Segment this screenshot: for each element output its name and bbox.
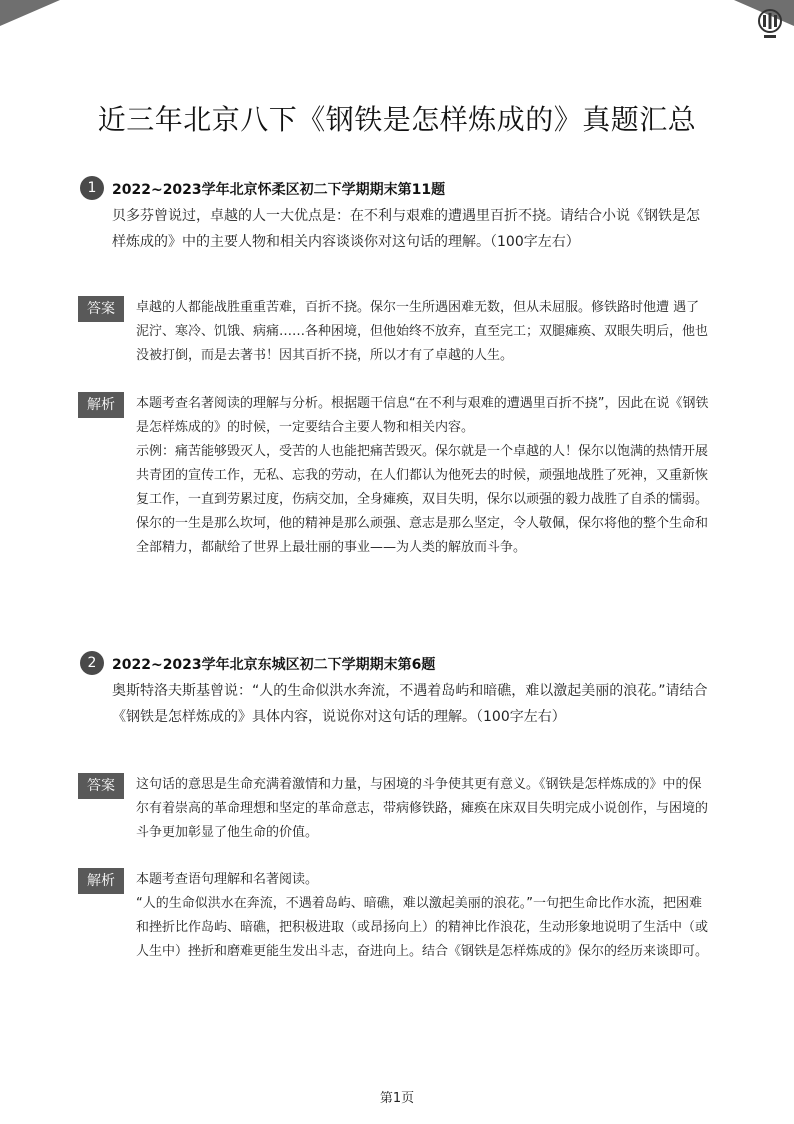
analysis-text-2 (136, 868, 710, 964)
publisher-logo-icon (756, 8, 784, 40)
analysis-paragraph: 本题考查语句理解和名著阅读。 (136, 872, 319, 887)
question-text-1: 贝多芬曾说过，卓越的人一大优点是：在不利与艰难的遭遇里百折不挠。请结合小说《钢铁是怎样炼成的》中的主要人物和相关内容谈谈你对这句话的理解。（100字左右） (112, 208, 700, 250)
page-number: 第1页 (379, 1091, 415, 1106)
question-text-2: 奥斯特洛夫斯基曾说：“人的生命似洪水奔流，不遇着岛屿和暗礁，难以激起美丽的浪花。”请结合《钢铁是怎样炼成的》具体内容，说说你对这句话的理解。（100字左右） (112, 683, 708, 725)
answer-text-2 (136, 773, 710, 845)
question-number-badge: 1 (80, 176, 104, 200)
page-title: 近三年北京八下《钢铁是怎样炼成的》真题汇总 (97, 103, 697, 136)
answer-tag-1: 答案 (78, 296, 124, 322)
analysis-tag-1: 解析 (78, 392, 124, 418)
answer-tag-2: 答案 (78, 773, 124, 799)
question-number-badge: 2 (80, 651, 104, 675)
corner-decoration-left (0, 0, 60, 26)
question-heading: 2022~2023学年北京东城区初二下学期期末第6题 (112, 657, 436, 673)
analysis-tag-2: 解析 (78, 868, 124, 894)
answer-paragraph: 卓越的人都能战胜重重苦难，百折不挠。保尔一生所遇困难无数，但从未屈服。修铁路时他遭 遇了泥泞、寒冷、饥饿、病痛……各种困境，但他始终不放弃，直至完工；双腿瘫痪、双眼失明后，他也没被打倒，而是去著书！因其百折不挠，所以才有了卓越的人生。 (136, 300, 709, 363)
analysis-paragraph: “人的生命似洪水在奔流，不遇着岛屿、暗礁，难以激起美丽的浪花。”一句把生命比作水流，把困难和挫折比作岛屿、暗礁，把积极进取（或昂扬向上）的精神比作浪花，生动形象地说明了生活中（或人生中）挫折和磨难更能生发出斗志，奋进向上。结合《钢铁是怎样炼成的》保尔的经历来谈即可。 (136, 896, 709, 959)
analysis-paragraph: 示例：痛苦能够毁灭人，受苦的人也能把痛苦毁灭。保尔就是一个卓越的人！保尔以饱满的热情开展共青团的宣传工作，无私、忘我的劳动，在人们都认为他死去的时候，顽强地战胜了死神，又重新恢复工作，一直到劳累过度，伤病交加，全身瘫痪，双目失明，保尔以顽强的毅力战胜了自杀的懦弱。保尔的一生是那么坎坷，他的精神是那么顽强、意志是那么坚定，令人敬佩，保尔将他的整个生命和全部精力，都献给了世界上最壮丽的事业——为人类的解放而斗争。 (136, 444, 709, 555)
analysis-paragraph: 本题考查名著阅读的理解与分析。根据题干信息“在不利与艰难的遭遇里百折不挠”，因此在说《钢铁是怎样炼成的》的时候，一定要结合主要人物和相关内容。 (136, 396, 709, 435)
analysis-text-1 (136, 392, 710, 560)
answer-text-1 (136, 296, 710, 368)
question-heading: 2022~2023学年北京怀柔区初二下学期期末第11题 (112, 182, 446, 198)
answer-paragraph: 这句话的意思是生命充满着激情和力量，与困境的斗争使其更有意义。《钢铁是怎样炼成的》中的保尔有着崇高的革命理想和坚定的革命意志，带病修铁路，瘫痪在床双目失明完成小说创作，与困境的斗争更加彰显了他生命的价值。 (136, 777, 709, 840)
